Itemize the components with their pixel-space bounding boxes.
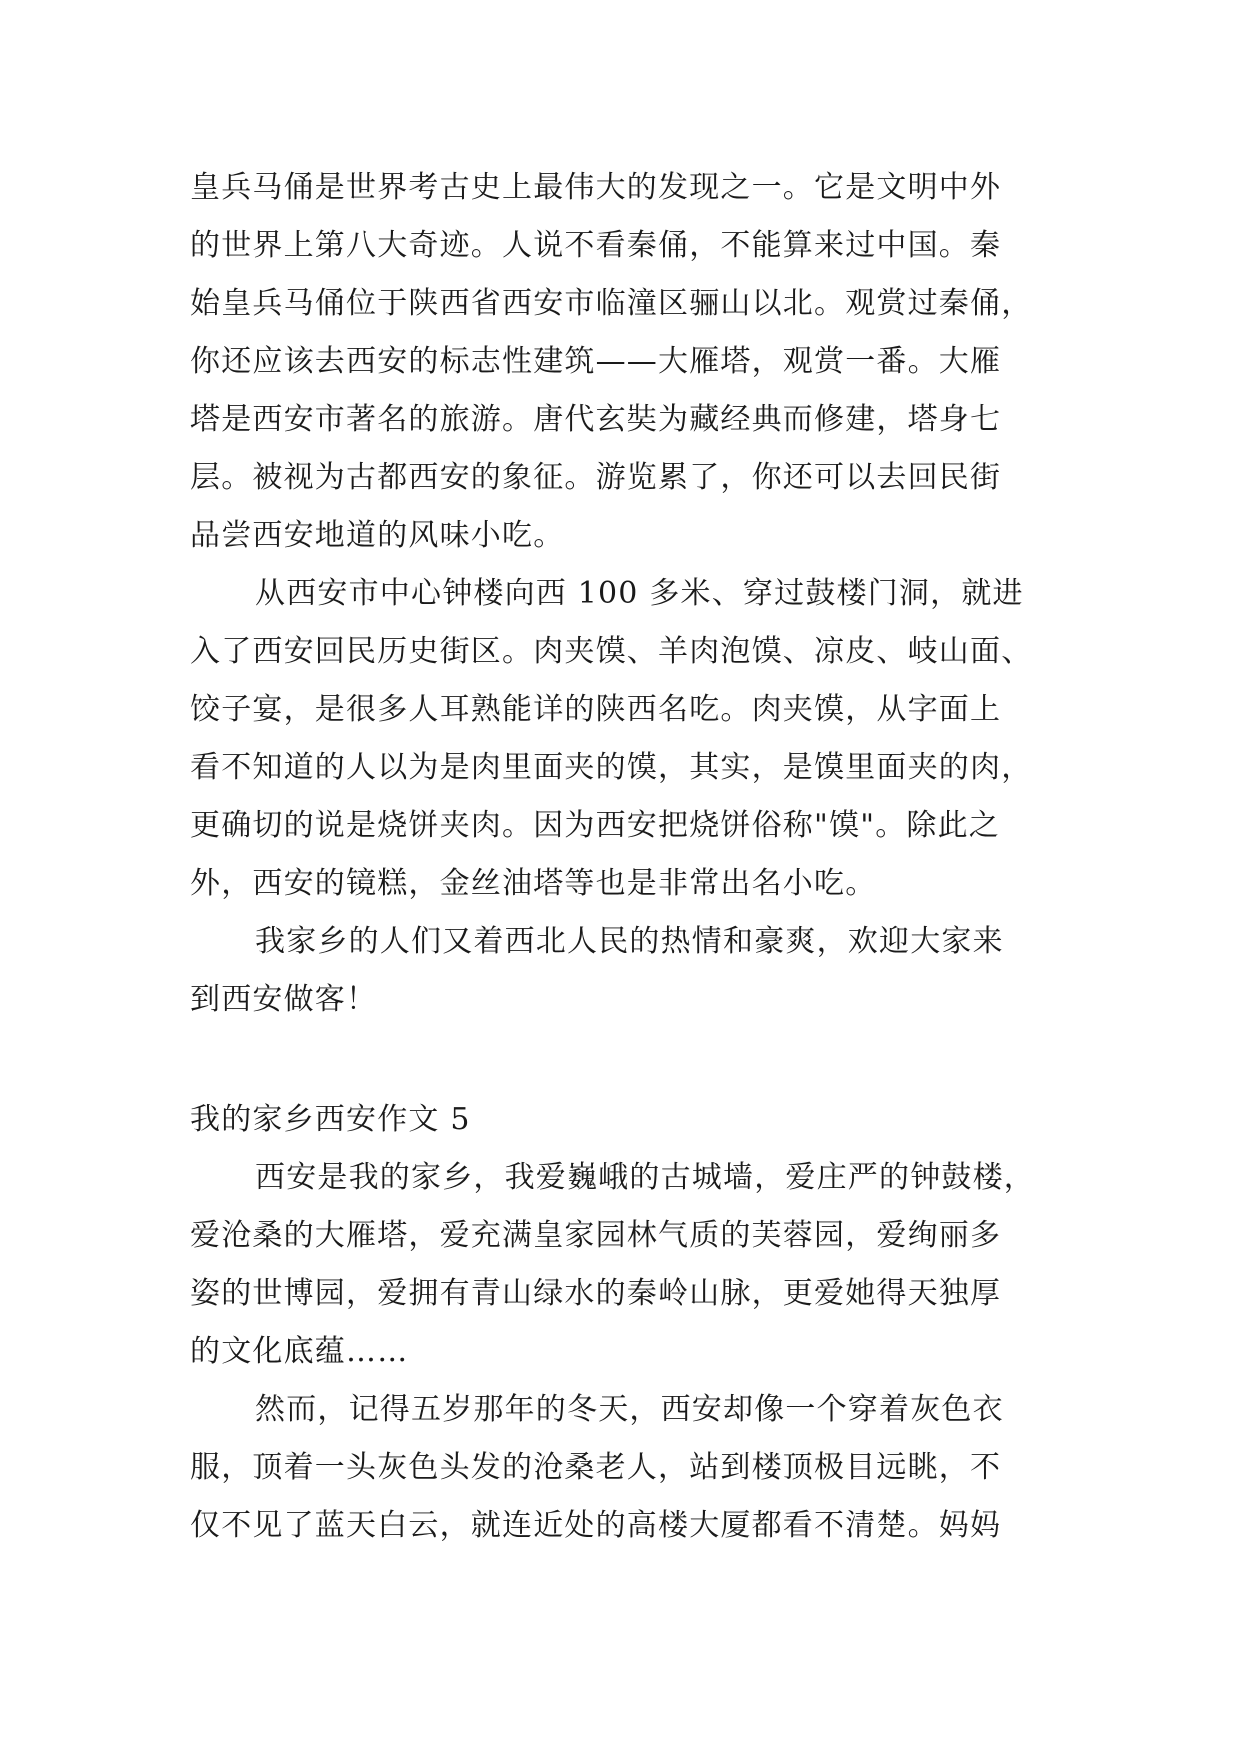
paragraph-first-line: 从西安市中心钟楼向西 100 多米、穿过鼓楼门洞，就进 xyxy=(255,576,1024,611)
text-line: 服，顶着一头灰色头发的沧桑老人，站到楼顶极目远眺，不 xyxy=(190,1450,1002,1485)
text-line: 的文化底蕴…… xyxy=(190,1334,409,1369)
text-line: 饺子宴，是很多人耳熟能详的陕西名吃。肉夹馍，从字面上 xyxy=(190,692,1002,727)
text-line: 始皇兵马俑位于陕西省西安市临潼区骊山以北。观赏过秦俑， xyxy=(190,286,1033,321)
paragraph-first-line: 然而，记得五岁那年的冬天，西安却像一个穿着灰色衣 xyxy=(255,1392,1004,1427)
text-line: 看不知道的人以为是肉里面夹的馍，其实，是馍里面夹的肉， xyxy=(190,750,1033,785)
text-line: 外，西安的镜糕，金丝油塔等也是非常出名小吃。 xyxy=(190,866,877,901)
text-line: 更确切的说是烧饼夹肉。因为西安把烧饼俗称"馍"。除此之 xyxy=(190,808,1000,843)
section-title: 我的家乡西安作文 5 xyxy=(190,1102,471,1137)
text-line: 塔是西安市著名的旅游。唐代玄奘为藏经典而修建，塔身七 xyxy=(190,402,1002,437)
text-line: 到西安做客！ xyxy=(190,982,378,1017)
text-line: 入了西安回民历史街区。肉夹馍、羊肉泡馍、凉皮、岐山面、 xyxy=(190,634,1033,669)
paragraph-first-line: 西安是我的家乡，我爱巍峨的古城墙，爱庄严的钟鼓楼， xyxy=(255,1160,1035,1195)
text-line: 的世界上第八大奇迹。人说不看秦俑，不能算来过中国。秦 xyxy=(190,228,1002,263)
text-line: 你还应该去西安的标志性建筑——大雁塔，观赏一番。大雁 xyxy=(190,344,1002,379)
text-line: 仅不见了蓝天白云，就连近处的高楼大厦都看不清楚。妈妈 xyxy=(190,1508,1002,1543)
text-line: 姿的世博园，爱拥有青山绿水的秦岭山脉，更爱她得天独厚 xyxy=(190,1276,1002,1311)
text-line: 爱沧桑的大雁塔，爱充满皇家园林气质的芙蓉园，爱绚丽多 xyxy=(190,1218,1002,1253)
text-line: 层。被视为古都西安的象征。游览累了，你还可以去回民街 xyxy=(190,460,1002,495)
text-line: 品尝西安地道的风味小吃。 xyxy=(190,518,565,553)
text-line: 皇兵马俑是世界考古史上最伟大的发现之一。它是文明中外 xyxy=(190,170,1002,205)
paragraph-first-line: 我家乡的人们又着西北人民的热情和豪爽，欢迎大家来 xyxy=(255,924,1004,959)
